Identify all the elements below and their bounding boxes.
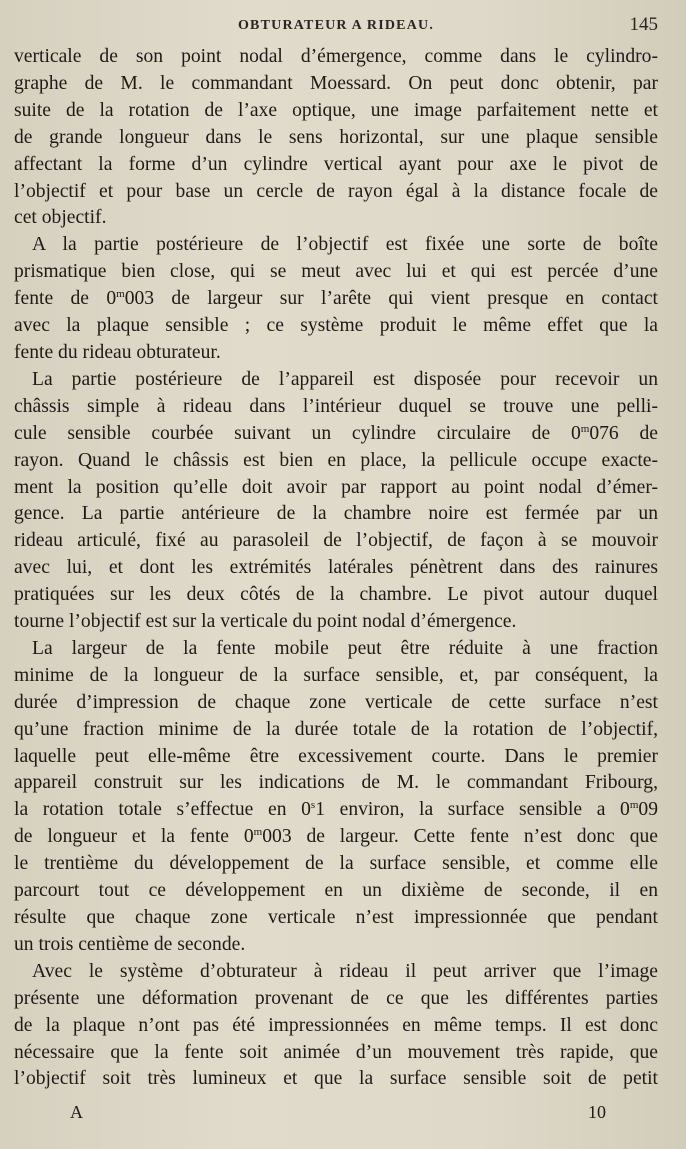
text-line: verticale de son point nodal d’émergence, comme dans le cylindro- [14, 46, 658, 67]
text-line: présente une déformation provenant de ce que les différentes parties [14, 987, 658, 1009]
paragraph [14, 367, 658, 636]
text-line: avec la plaque sensible ; ce système produit le même effet que la [14, 315, 658, 337]
text-line: suite de la rotation de l’axe optique, une image parfaitement nette et [14, 99, 658, 121]
text-line: minime de la longueur de la surface sensible, et, par conséquent, la [14, 664, 658, 686]
text-line: affectant la forme d’un cylindre vertical ayant pour axe le pivot de [14, 153, 658, 175]
paragraph [14, 44, 658, 232]
text-line: qu’une fraction minime de la durée totale de la rotation de l’objectif, [14, 718, 658, 740]
page-number: 145 [629, 14, 658, 35]
text-line: nécessaire que la fente soit animée d’un mouvement très rapide, que [14, 1041, 658, 1063]
text-line: laquelle peut elle-même être excessivement courte. Dans le premier [14, 745, 658, 767]
text-line: La largeur de la fente mobile peut être réduite à une fraction [32, 637, 658, 659]
signature-mark: A [70, 1102, 83, 1122]
text-line: pratiquées sur les deux côtés de la chambre. Le pivot autour duquel [14, 584, 658, 606]
text-line: graphe de M. le commandant Moessard. On peut donc obtenir, par [14, 72, 658, 94]
text-line: A la partie postérieure de l’objectif est fixée une sorte de boîte [32, 234, 658, 256]
text-line: prismatique bien close, qui se meut avec lui et qui est percée d’une [14, 261, 658, 283]
running-title: OBTURATEUR A RIDEAU. [237, 18, 435, 33]
text-line: cet objectif. [14, 207, 107, 229]
text-line: de la plaque n’ont pas été impressionnées en même temps. Il est donc [14, 1014, 658, 1036]
text-line: un trois centième de seconde. [14, 933, 246, 955]
paragraph [14, 232, 658, 367]
paragraph [14, 636, 658, 959]
text-line: fente du rideau obturateur. [14, 341, 221, 363]
text-line: ment la position qu’elle doit avoir par rapport au point nodal d’émer- [14, 476, 658, 498]
text-line: gence. La partie antérieure de la chambre noire est fermée par un [14, 503, 658, 525]
text-line: tourne l’objectif est sur la verticale du point nodal d’émergence. [14, 611, 517, 633]
text-line: rideau articulé, fixé au parasoleil de l’objectif, de façon à se mouvoir [14, 530, 658, 552]
text-line: rayon. Quand le châssis est bien en place, la pellicule occupe exacte- [14, 449, 658, 471]
text-line: avec lui, et dont les extrémités latérales pénètrent dans des rainures [14, 557, 658, 579]
text-line: durée d’impression de chaque zone verticale de cette surface n’est [14, 691, 658, 713]
text-line: La partie postérieure de l’appareil est disposée pour recevoir un [32, 368, 658, 390]
text-line: de grande longueur dans le sens horizontal, sur une plaque sensible [14, 126, 658, 148]
body-text [14, 44, 658, 1093]
text-line: châssis simple à rideau dans l’intérieur duquel se trouve une pelli- [14, 395, 658, 417]
paragraph [14, 959, 658, 1094]
text-line: parcourt tout ce développement en un dixième de seconde, il en [14, 880, 658, 902]
text-line: de longueur et la fente 0$^m$003 de largeur. Cette fente n’est donc que [14, 826, 658, 848]
page-footer [70, 1102, 606, 1126]
running-head [14, 14, 658, 44]
text-line: l’objectif et pour base un cercle de rayon égal à la distance focale de [14, 180, 658, 202]
text-line: l’objectif soit très lumineux et que la surface sensible soit de petit [14, 1068, 658, 1090]
sheet-number: 10 [588, 1102, 606, 1122]
text-line: Avec le système d’obturateur à rideau il peut arriver que l’image [32, 960, 658, 982]
text-line: le trentième du développement de la surface sensible, et comme elle [14, 853, 658, 875]
text-line: fente de 0$^m$003 de largeur sur l’arête qui vient presque en contact [14, 288, 658, 310]
text-line: résulte que chaque zone verticale n’est impressionnée que pendant [14, 907, 658, 928]
text-line: cule sensible courbée suivant un cylindre circulaire de 0$^m$076 de [14, 422, 658, 444]
text-line: la rotation totale s’effectue en 0$^s$1 environ, la surface sensible a 0$^m$09 [14, 799, 658, 821]
text-line: appareil construit sur les indications de M. le commandant Fribourg, [14, 772, 658, 794]
